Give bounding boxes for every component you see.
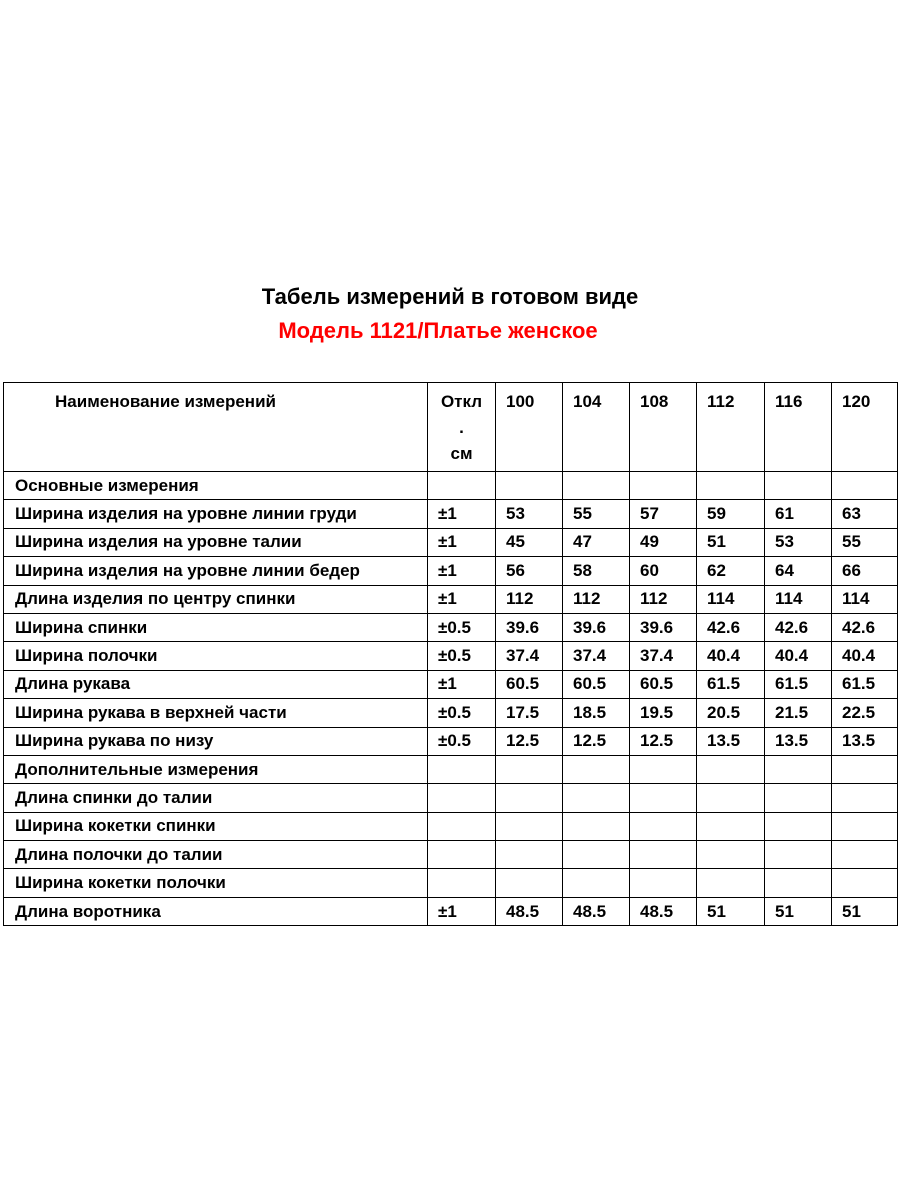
measurement-value: 12.5 — [563, 727, 630, 755]
measurement-value: 60.5 — [630, 670, 697, 698]
measurement-value: 53 — [496, 500, 563, 528]
measurements-table — [3, 382, 898, 926]
measurement-name: Длина рукава — [4, 670, 428, 698]
measurement-value: 47 — [563, 528, 630, 556]
measurement-value: 51 — [765, 897, 832, 925]
measurement-value — [496, 812, 563, 840]
header-size: 108 — [630, 383, 697, 472]
table-row — [4, 755, 898, 783]
measurement-value: 12.5 — [630, 727, 697, 755]
measurement-value: 42.6 — [765, 613, 832, 641]
header-tolerance-line: см — [450, 444, 473, 463]
measurement-value: 61.5 — [765, 670, 832, 698]
measurement-tolerance — [428, 812, 496, 840]
measurement-value: 51 — [832, 897, 898, 925]
measurement-value — [630, 472, 697, 500]
table-body — [4, 472, 898, 926]
measurement-name: Ширина рукава по низу — [4, 727, 428, 755]
table-row — [4, 699, 898, 727]
measurement-value: 114 — [832, 585, 898, 613]
measurement-value — [765, 812, 832, 840]
measurement-name: Длина воротника — [4, 897, 428, 925]
measurement-value — [563, 755, 630, 783]
table-header — [4, 383, 898, 472]
measurement-value: 48.5 — [630, 897, 697, 925]
measurement-value: 62 — [697, 557, 765, 585]
measurement-value: 60.5 — [496, 670, 563, 698]
measurement-tolerance: ±1 — [428, 528, 496, 556]
measurement-tolerance: ±0.5 — [428, 727, 496, 755]
measurement-tolerance: ±1 — [428, 585, 496, 613]
measurement-value — [697, 472, 765, 500]
measurement-value — [496, 869, 563, 897]
measurement-name: Ширина изделия на уровне линии бедер — [4, 557, 428, 585]
measurement-value — [765, 869, 832, 897]
table-row — [4, 841, 898, 869]
measurement-name: Ширина спинки — [4, 613, 428, 641]
measurement-name: Основные измерения — [4, 472, 428, 500]
measurement-value — [496, 755, 563, 783]
measurement-value: 56 — [496, 557, 563, 585]
measurement-value: 21.5 — [765, 699, 832, 727]
measurement-value — [697, 869, 765, 897]
measurement-value — [563, 784, 630, 812]
measurement-value — [630, 841, 697, 869]
table-row — [4, 528, 898, 556]
measurement-value — [832, 755, 898, 783]
measurement-value — [697, 755, 765, 783]
measurement-value: 39.6 — [496, 613, 563, 641]
header-tolerance — [428, 383, 496, 472]
header-size: 104 — [563, 383, 630, 472]
measurement-value — [496, 784, 563, 812]
measurement-name: Ширина кокетки полочки — [4, 869, 428, 897]
measurement-value: 114 — [765, 585, 832, 613]
measurement-value: 12.5 — [496, 727, 563, 755]
measurement-tolerance — [428, 869, 496, 897]
measurement-value — [765, 755, 832, 783]
measurement-value: 20.5 — [697, 699, 765, 727]
measurement-value: 51 — [697, 528, 765, 556]
measurement-value: 13.5 — [697, 727, 765, 755]
measurement-value — [630, 755, 697, 783]
measurement-value: 22.5 — [832, 699, 898, 727]
measurement-value: 18.5 — [563, 699, 630, 727]
measurement-value: 37.4 — [630, 642, 697, 670]
header-tolerance-line: Откл — [440, 392, 483, 411]
measurement-value — [697, 812, 765, 840]
measurement-value: 42.6 — [697, 613, 765, 641]
measurement-name: Длина изделия по центру спинки — [4, 585, 428, 613]
measurement-value: 42.6 — [832, 613, 898, 641]
measurement-name: Ширина рукава в верхней части — [4, 699, 428, 727]
measurement-value: 63 — [832, 500, 898, 528]
measurement-tolerance: ±0.5 — [428, 699, 496, 727]
measurement-value — [563, 812, 630, 840]
measurement-value — [630, 812, 697, 840]
measurement-value: 64 — [765, 557, 832, 585]
measurement-value: 66 — [832, 557, 898, 585]
table-row — [4, 500, 898, 528]
measurement-value: 61.5 — [697, 670, 765, 698]
measurement-value — [563, 472, 630, 500]
measurement-value: 60 — [630, 557, 697, 585]
measurement-name: Ширина полочки — [4, 642, 428, 670]
measurement-tolerance: ±0.5 — [428, 642, 496, 670]
measurement-tolerance — [428, 472, 496, 500]
measurement-value: 57 — [630, 500, 697, 528]
header-name: Наименование измерений — [4, 383, 428, 472]
measurement-name: Дополнительные измерения — [4, 755, 428, 783]
measurement-value — [832, 472, 898, 500]
measurement-tolerance: ±1 — [428, 670, 496, 698]
measurement-value: 53 — [765, 528, 832, 556]
measurement-value — [697, 841, 765, 869]
measurement-name: Ширина кокетки спинки — [4, 812, 428, 840]
measurement-value: 37.4 — [496, 642, 563, 670]
measurement-tolerance: ±1 — [428, 500, 496, 528]
measurement-value: 39.6 — [563, 613, 630, 641]
header-row — [4, 383, 898, 472]
measurement-tolerance — [428, 755, 496, 783]
measurement-value: 40.4 — [765, 642, 832, 670]
table-row — [4, 585, 898, 613]
measurement-value: 13.5 — [832, 727, 898, 755]
table-row — [4, 869, 898, 897]
header-size: 100 — [496, 383, 563, 472]
measurement-value — [765, 841, 832, 869]
table-row — [4, 472, 898, 500]
header-size: 112 — [697, 383, 765, 472]
measurement-value: 39.6 — [630, 613, 697, 641]
measurement-name: Длина полочки до талии — [4, 841, 428, 869]
measurement-value: 60.5 — [563, 670, 630, 698]
measurement-value — [832, 841, 898, 869]
measurement-value — [630, 869, 697, 897]
measurement-value: 61.5 — [832, 670, 898, 698]
measurement-value — [563, 869, 630, 897]
measurement-tolerance — [428, 841, 496, 869]
measurement-value — [765, 472, 832, 500]
table-row — [4, 727, 898, 755]
table-row — [4, 613, 898, 641]
measurement-value: 13.5 — [765, 727, 832, 755]
measurement-value: 61 — [765, 500, 832, 528]
measurement-name: Ширина изделия на уровне талии — [4, 528, 428, 556]
measurement-name: Длина спинки до талии — [4, 784, 428, 812]
measurement-value: 55 — [563, 500, 630, 528]
measurement-value — [832, 784, 898, 812]
table-row — [4, 557, 898, 585]
measurement-value: 48.5 — [563, 897, 630, 925]
table-row — [4, 812, 898, 840]
measurement-tolerance: ±1 — [428, 557, 496, 585]
measurement-value — [496, 841, 563, 869]
measurement-tolerance: ±1 — [428, 897, 496, 925]
measurement-value: 17.5 — [496, 699, 563, 727]
measurement-value — [765, 784, 832, 812]
measurement-value: 45 — [496, 528, 563, 556]
measurement-value: 58 — [563, 557, 630, 585]
measurement-value — [832, 869, 898, 897]
measurement-value: 114 — [697, 585, 765, 613]
measurement-value: 55 — [832, 528, 898, 556]
table-row — [4, 670, 898, 698]
measurement-value — [630, 784, 697, 812]
table-row — [4, 897, 898, 925]
measurement-value: 37.4 — [563, 642, 630, 670]
header-size: 120 — [832, 383, 898, 472]
header-tolerance-line: . — [459, 418, 464, 437]
table-row — [4, 642, 898, 670]
measurement-value: 59 — [697, 500, 765, 528]
measurement-value: 40.4 — [697, 642, 765, 670]
measurement-value — [832, 812, 898, 840]
measurement-value — [496, 472, 563, 500]
measurement-value: 112 — [496, 585, 563, 613]
measurement-tolerance: ±0.5 — [428, 613, 496, 641]
measurement-value: 112 — [630, 585, 697, 613]
measurement-value: 49 — [630, 528, 697, 556]
measurement-value — [697, 784, 765, 812]
measurement-tolerance — [428, 784, 496, 812]
measurement-name: Ширина изделия на уровне линии груди — [4, 500, 428, 528]
measurement-value: 40.4 — [832, 642, 898, 670]
header-size: 116 — [765, 383, 832, 472]
measurement-value: 19.5 — [630, 699, 697, 727]
table-row — [4, 784, 898, 812]
model-title: Модель 1121/Платье женское — [278, 318, 598, 343]
measurement-value — [563, 841, 630, 869]
document-title: Табель измерений в готовом виде — [261, 284, 639, 309]
measurement-value: 48.5 — [496, 897, 563, 925]
measurement-value: 51 — [697, 897, 765, 925]
measurement-value: 112 — [563, 585, 630, 613]
